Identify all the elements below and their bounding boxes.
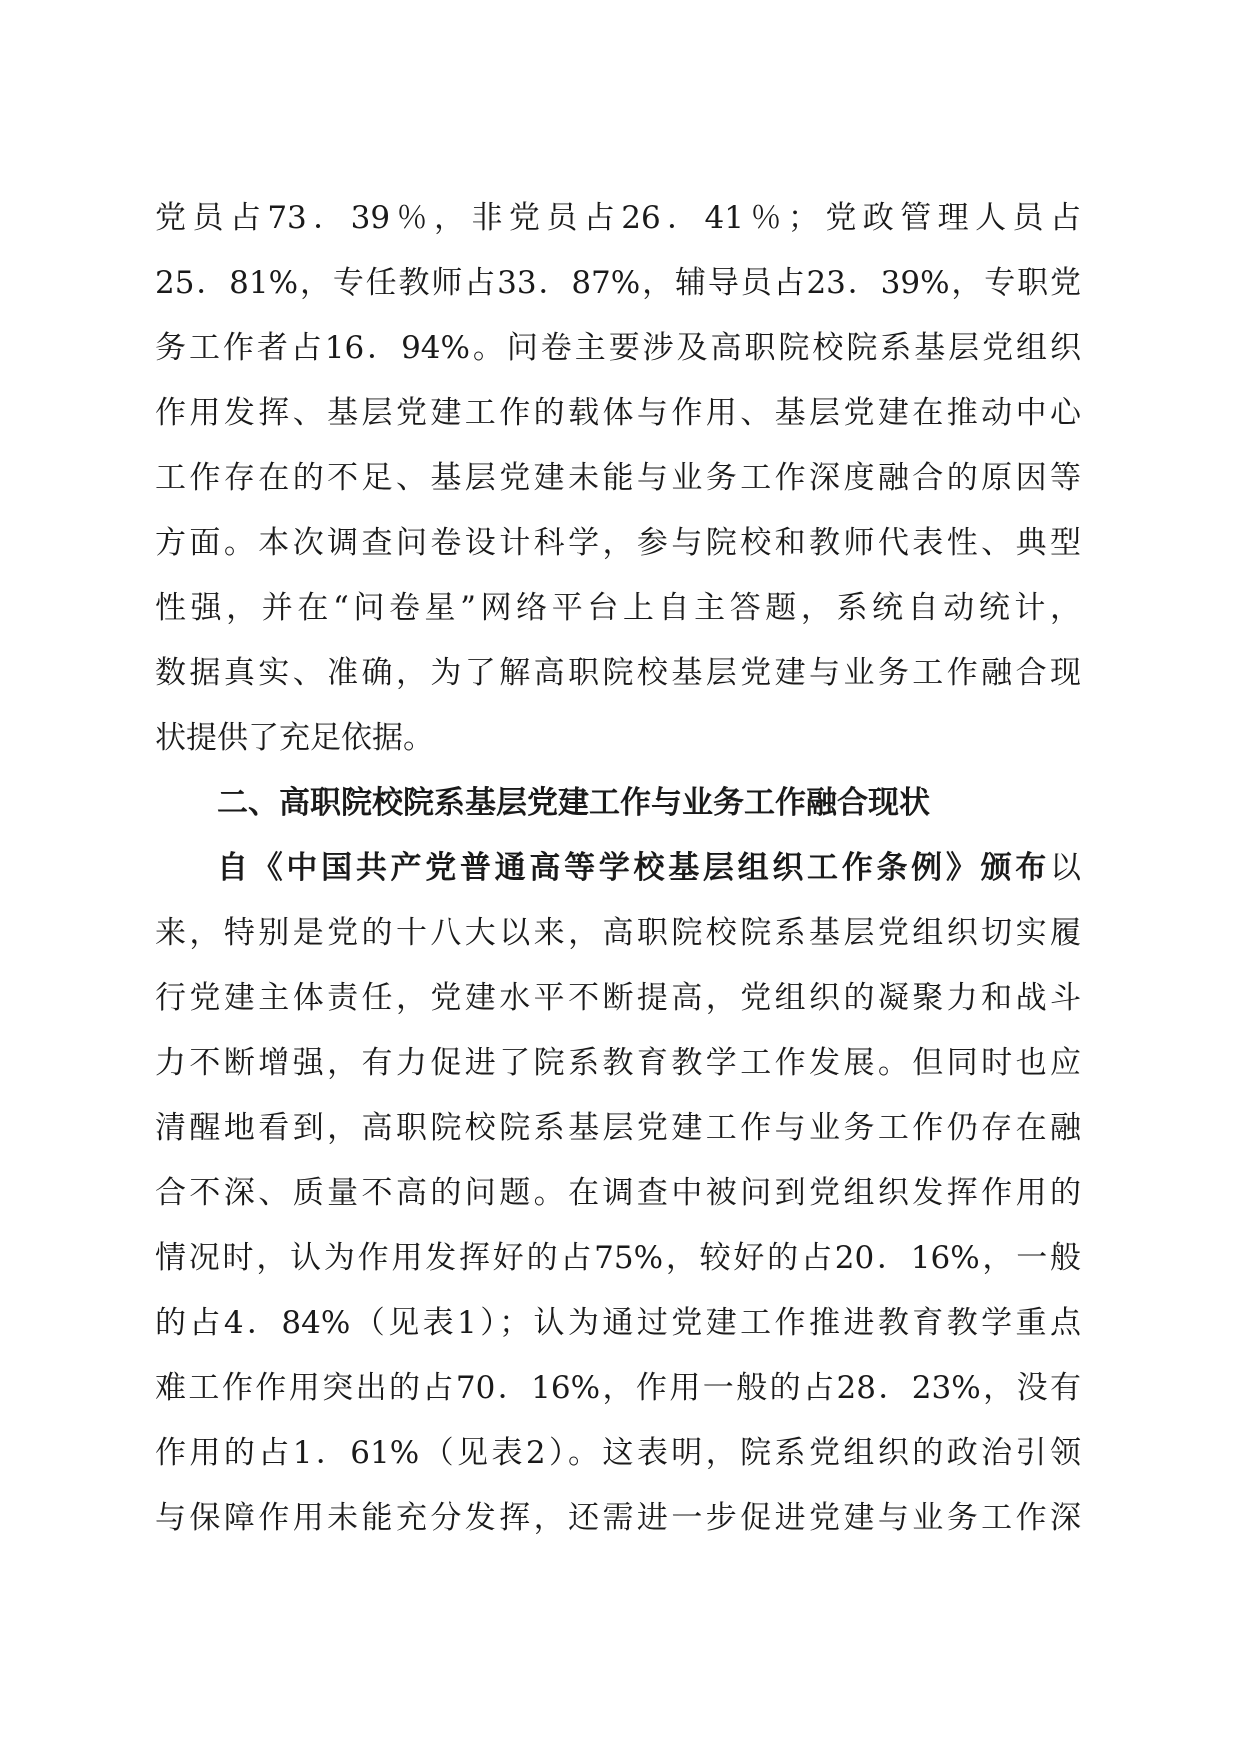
paragraph-line: 作用发挥、基层党建工作的载体与作用、基层党建在推动中心	[155, 395, 1081, 431]
paragraph-line: 性强，并在“问卷星”网络平台上自主答题，系统自动统计，	[155, 590, 1081, 626]
paragraph-line: 状提供了充足依据。	[155, 720, 434, 756]
paragraph-line: 行党建主体责任，党建水平不断提高，党组织的凝聚力和战斗	[155, 980, 1081, 1016]
paragraph-line: 数据真实、准确，为了解高职院校基层党建与业务工作融合现	[155, 655, 1081, 691]
main-paragraph	[155, 836, 1081, 1551]
paragraph-line: 清醒地看到，高职院校院系基层党建工作与业务工作仍存在融	[155, 1110, 1081, 1146]
paragraph-line: 工作存在的不足、基层党建未能与业务工作深度融合的原因等	[155, 460, 1081, 496]
paragraph-line: 力不断增强，有力促进了院系教育教学工作发展。但同时也应	[155, 1045, 1081, 1081]
paragraph-line: 方面。本次调查问卷设计科学，参与院校和教师代表性、典型	[155, 525, 1081, 561]
paragraph-line: 作用的占1．61%（见表2）。这表明，院系党组织的政治引领	[155, 1435, 1081, 1471]
paragraph-line: 25．81%，专任教师占33．87%，辅导员占23．39%，专职党	[155, 265, 1081, 301]
paragraph-line: 情况时，认为作用发挥好的占75%，较好的占20．16%，一般	[155, 1240, 1081, 1276]
document-body	[155, 186, 1081, 1551]
intro-paragraph	[155, 186, 1081, 771]
paragraph-line: 党员占73．39％，非党员占26．41％；党政管理人员占	[155, 200, 1081, 236]
paragraph-line: 来，特别是党的十八大以来，高职院校院系基层党组织切实履	[155, 915, 1081, 951]
section-heading: 二、高职院校院系基层党建工作与业务工作融合现状	[217, 785, 930, 821]
paragraph-first-line	[155, 836, 1081, 901]
paragraph-line: 的占4．84%（见表1）；认为通过党建工作推进教育教学重点	[155, 1305, 1081, 1341]
paragraph-line: 合不深、质量不高的问题。在调查中被问到党组织发挥作用的	[155, 1175, 1081, 1211]
first-line-tail: 以	[1050, 850, 1081, 886]
paragraph-line: 难工作作用突出的占70．16%，作用一般的占28．23%，没有	[155, 1370, 1081, 1406]
paragraph-line: 务工作者占16．94%。问卷主要涉及高职院校院系基层党组织	[155, 330, 1081, 366]
regulation-title: 自《中国共产党普通高等学校基层组织工作条例》颁布	[217, 850, 1050, 886]
paragraph-line: 与保障作用未能充分发挥，还需进一步促进党建与业务工作深	[155, 1500, 1081, 1536]
